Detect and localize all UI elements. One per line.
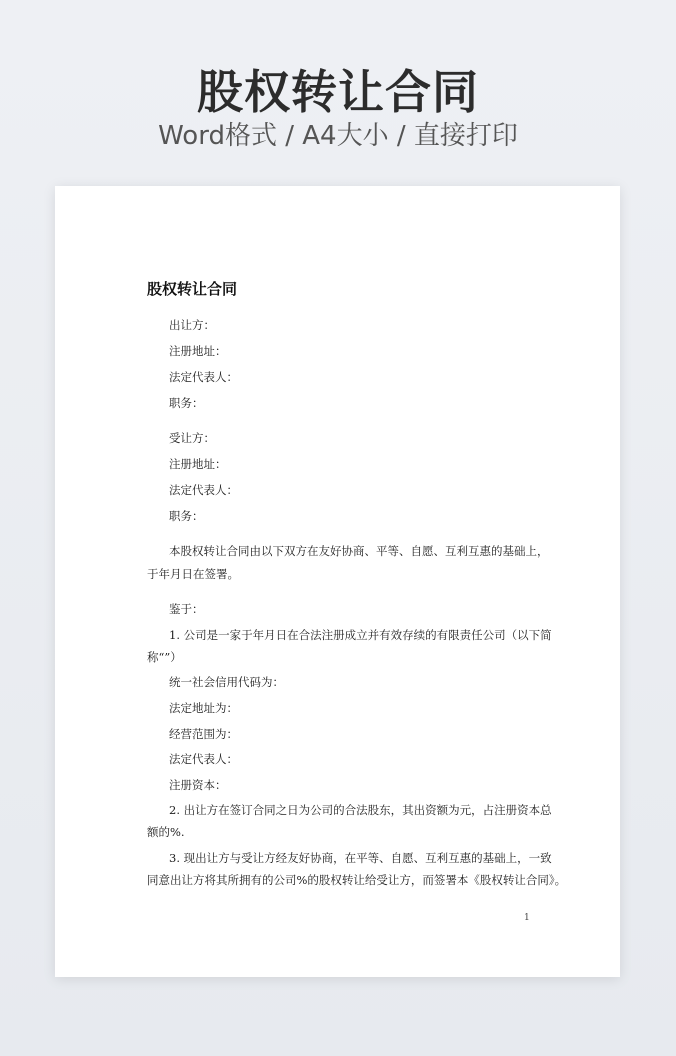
registered-capital-field: 注册资本： xyxy=(169,778,227,792)
intro-paragraph-line1: 本股权转让合同由以下双方在友好协商、平等、自愿、互利互惠的基础上， xyxy=(169,544,549,558)
transferee-representative: 法定代表人： xyxy=(169,483,238,497)
clause3-line2: 同意出让方将其所拥有的公司%的股权转让给受让方，而签署本《股权转让合同》。 xyxy=(147,873,567,887)
page-number: 1 xyxy=(524,913,530,923)
promo-title: 股权转让合同 xyxy=(197,65,479,119)
legal-address-field: 法定地址为： xyxy=(169,701,238,715)
document-page xyxy=(55,186,620,977)
transferor-label: 出让方： xyxy=(169,318,215,332)
clause2-line2: 额的%. xyxy=(147,825,185,839)
clause3-line1: 3. 现出让方与受让方经友好协商，在平等、自愿、互利互惠的基础上，一致 xyxy=(169,851,552,865)
clause1-line2: 称“”） xyxy=(147,650,182,664)
whereas-heading: 鉴于： xyxy=(169,602,204,616)
document-title: 股权转让合同 xyxy=(147,280,238,298)
clause1-line1: 1. 公司是一家于年月日在合法注册成立并有效存续的有限责任公司（以下简 xyxy=(169,628,552,642)
transferee-position: 职务： xyxy=(169,509,204,523)
clause2-line1: 2. 出让方在签订合同之日为公司的合法股东，其出资额为元，占注册资本总 xyxy=(169,803,552,817)
transferor-representative: 法定代表人： xyxy=(169,370,238,384)
promo-subtitle: Word格式 / A4大小 / 直接打印 xyxy=(158,121,518,151)
credit-code-field: 统一社会信用代码为： xyxy=(169,675,284,689)
intro-paragraph-line2: 于年月日在签署。 xyxy=(147,567,239,581)
transferee-address: 注册地址： xyxy=(169,457,227,471)
legal-representative-field: 法定代表人： xyxy=(169,752,238,766)
transferor-position: 职务： xyxy=(169,396,204,410)
business-scope-field: 经营范围为： xyxy=(169,727,238,741)
transferee-label: 受让方： xyxy=(169,431,215,445)
promo-header xyxy=(0,0,676,180)
transferor-address: 注册地址： xyxy=(169,344,227,358)
